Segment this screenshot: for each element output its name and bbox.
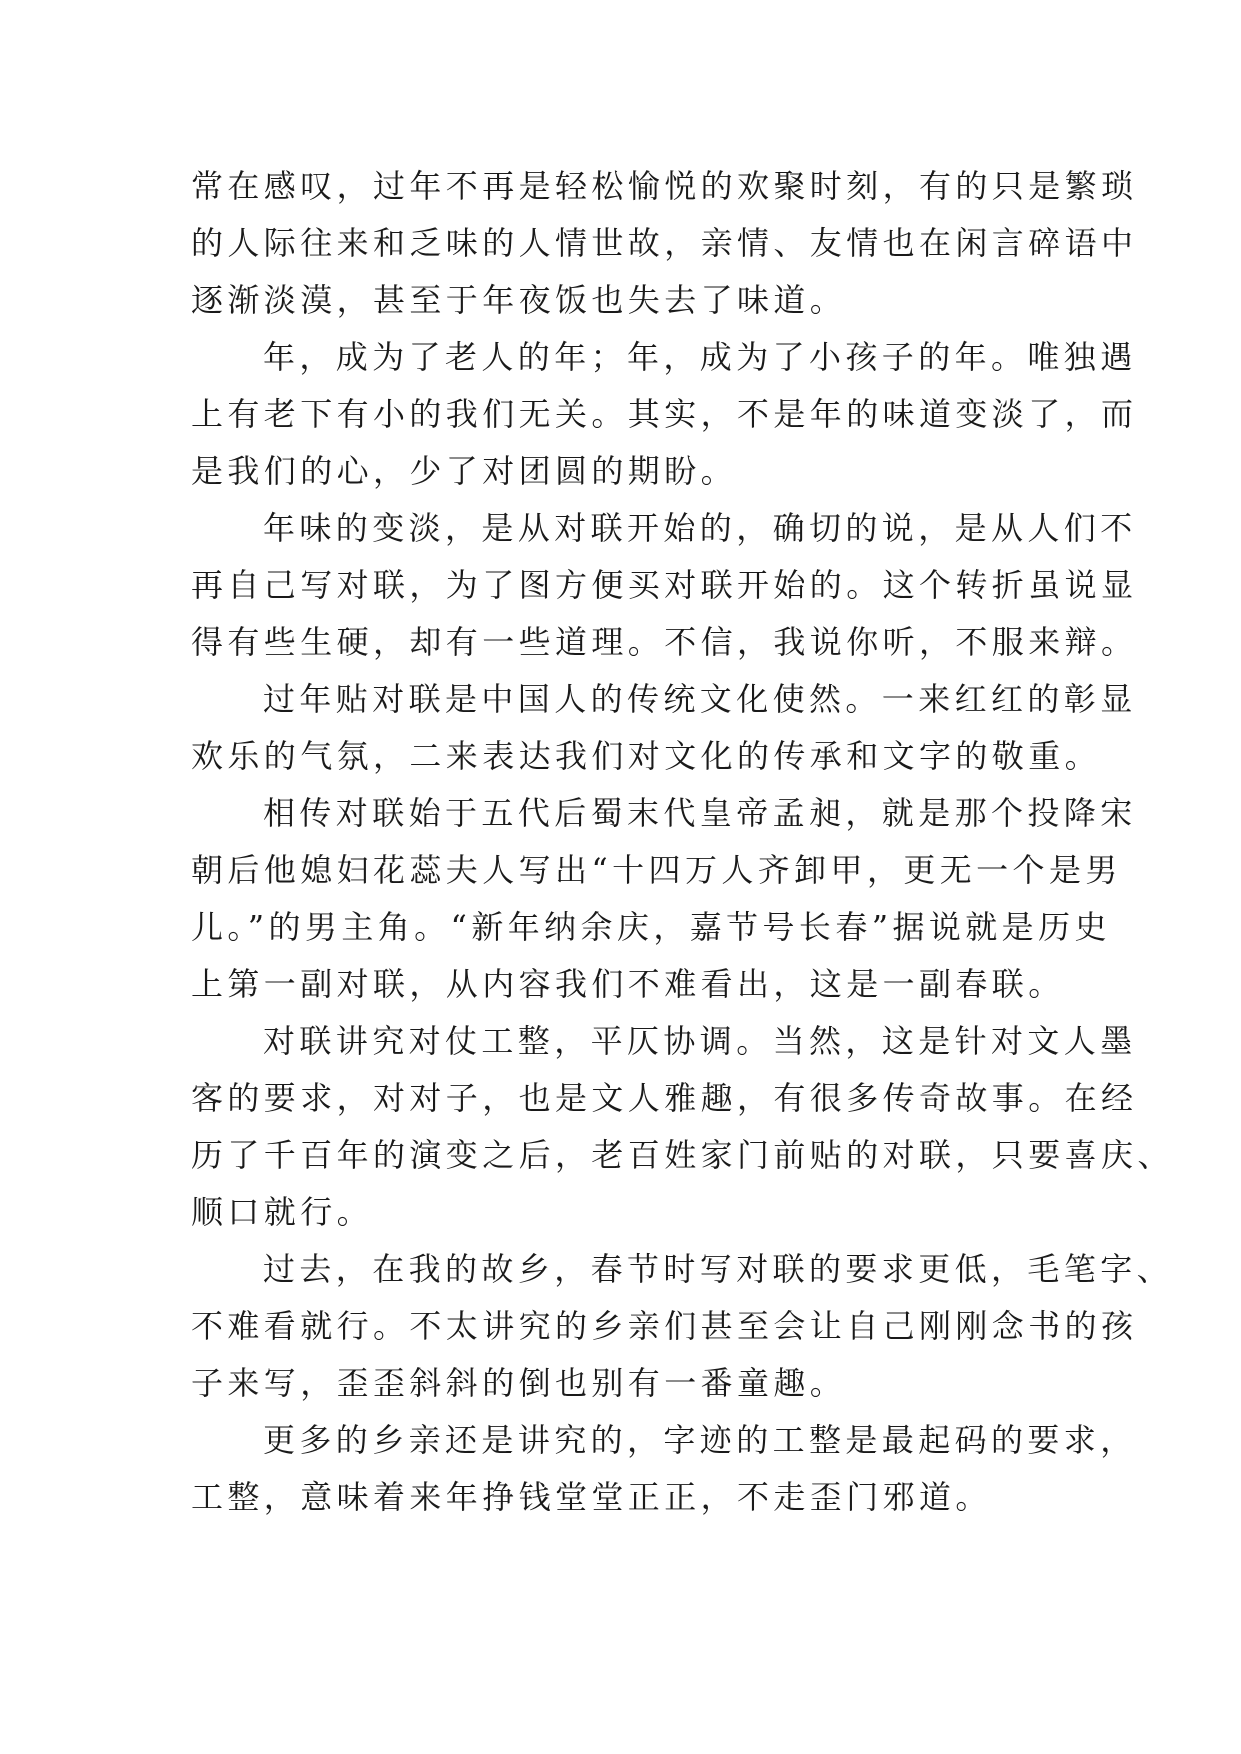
paragraph bbox=[191, 158, 1138, 329]
text-line: 工整，意味着来年挣钱堂堂正正，不走歪门邪道。 bbox=[191, 1478, 992, 1516]
text-line: 得有些生硬，却有一些道理。不信，我说你听，不服来辩。 bbox=[191, 623, 1138, 661]
text-line: 上第一副对联，从内容我们不难看出，这是一副春联。 bbox=[191, 965, 1065, 1003]
text-line: 过年贴对联是中国人的传统文化使然。一来红红的彰显 bbox=[263, 680, 1137, 718]
text-line: 年味的变淡，是从对联开始的，确切的说，是从人们不 bbox=[263, 509, 1137, 547]
text-line: 上有老下有小的我们无关。其实，不是年的味道变淡了，而 bbox=[191, 395, 1138, 433]
paragraph bbox=[191, 671, 1137, 785]
text-line: 欢乐的气氛，二来表达我们对文化的传承和文字的敬重。 bbox=[191, 737, 1102, 775]
paragraph bbox=[191, 500, 1138, 671]
text-line: 更多的乡亲还是讲究的，字迹的工整是最起码的要求， bbox=[263, 1421, 1137, 1459]
text-line: 相传对联始于五代后蜀末代皇帝孟昶，就是那个投降宋 bbox=[263, 794, 1137, 832]
text-line: 儿。”的男主角。“新年纳余庆，嘉节号长春”据说就是历史 bbox=[191, 908, 1111, 946]
text-line: 不难看就行。不太讲究的乡亲们甚至会让自己刚刚念书的孩 bbox=[191, 1307, 1138, 1345]
text-line: 逐渐淡漠，甚至于年夜饭也失去了味道。 bbox=[191, 281, 847, 319]
text-line: 历了千百年的演变之后，老百姓家门前贴的对联，只要喜庆、 bbox=[191, 1136, 1174, 1174]
text-line: 的人际往来和乏味的人情世故，亲情、友情也在闲言碎语中 bbox=[191, 224, 1138, 262]
paragraph bbox=[191, 329, 1138, 500]
paragraph bbox=[191, 1241, 1174, 1412]
text-line: 朝后他媳妇花蕊夫人写出“十四万人齐卸甲，更无一个是男 bbox=[191, 851, 1122, 889]
text-line: 是我们的心，少了对团圆的期盼。 bbox=[191, 452, 738, 490]
text-line: 顺口就行。 bbox=[191, 1193, 374, 1231]
text-line: 对联讲究对仗工整，平仄协调。当然，这是针对文人墨 bbox=[263, 1022, 1137, 1060]
body-text bbox=[191, 158, 1174, 1526]
paragraph bbox=[191, 1013, 1174, 1241]
paragraph bbox=[191, 1412, 1137, 1526]
paragraph bbox=[191, 785, 1137, 1013]
text-line: 客的要求，对对子，也是文人雅趣，有很多传奇故事。在经 bbox=[191, 1079, 1138, 1117]
text-line: 过去，在我的故乡，春节时写对联的要求更低，毛笔字、 bbox=[263, 1250, 1174, 1288]
text-line: 再自己写对联，为了图方便买对联开始的。这个转折虽说显 bbox=[191, 566, 1138, 604]
text-line: 常在感叹，过年不再是轻松愉悦的欢聚时刻，有的只是繁琐 bbox=[191, 167, 1138, 205]
text-line: 子来写，歪歪斜斜的倒也别有一番童趣。 bbox=[191, 1364, 847, 1402]
text-line: 年，成为了老人的年；年，成为了小孩子的年。唯独遇 bbox=[263, 338, 1137, 376]
